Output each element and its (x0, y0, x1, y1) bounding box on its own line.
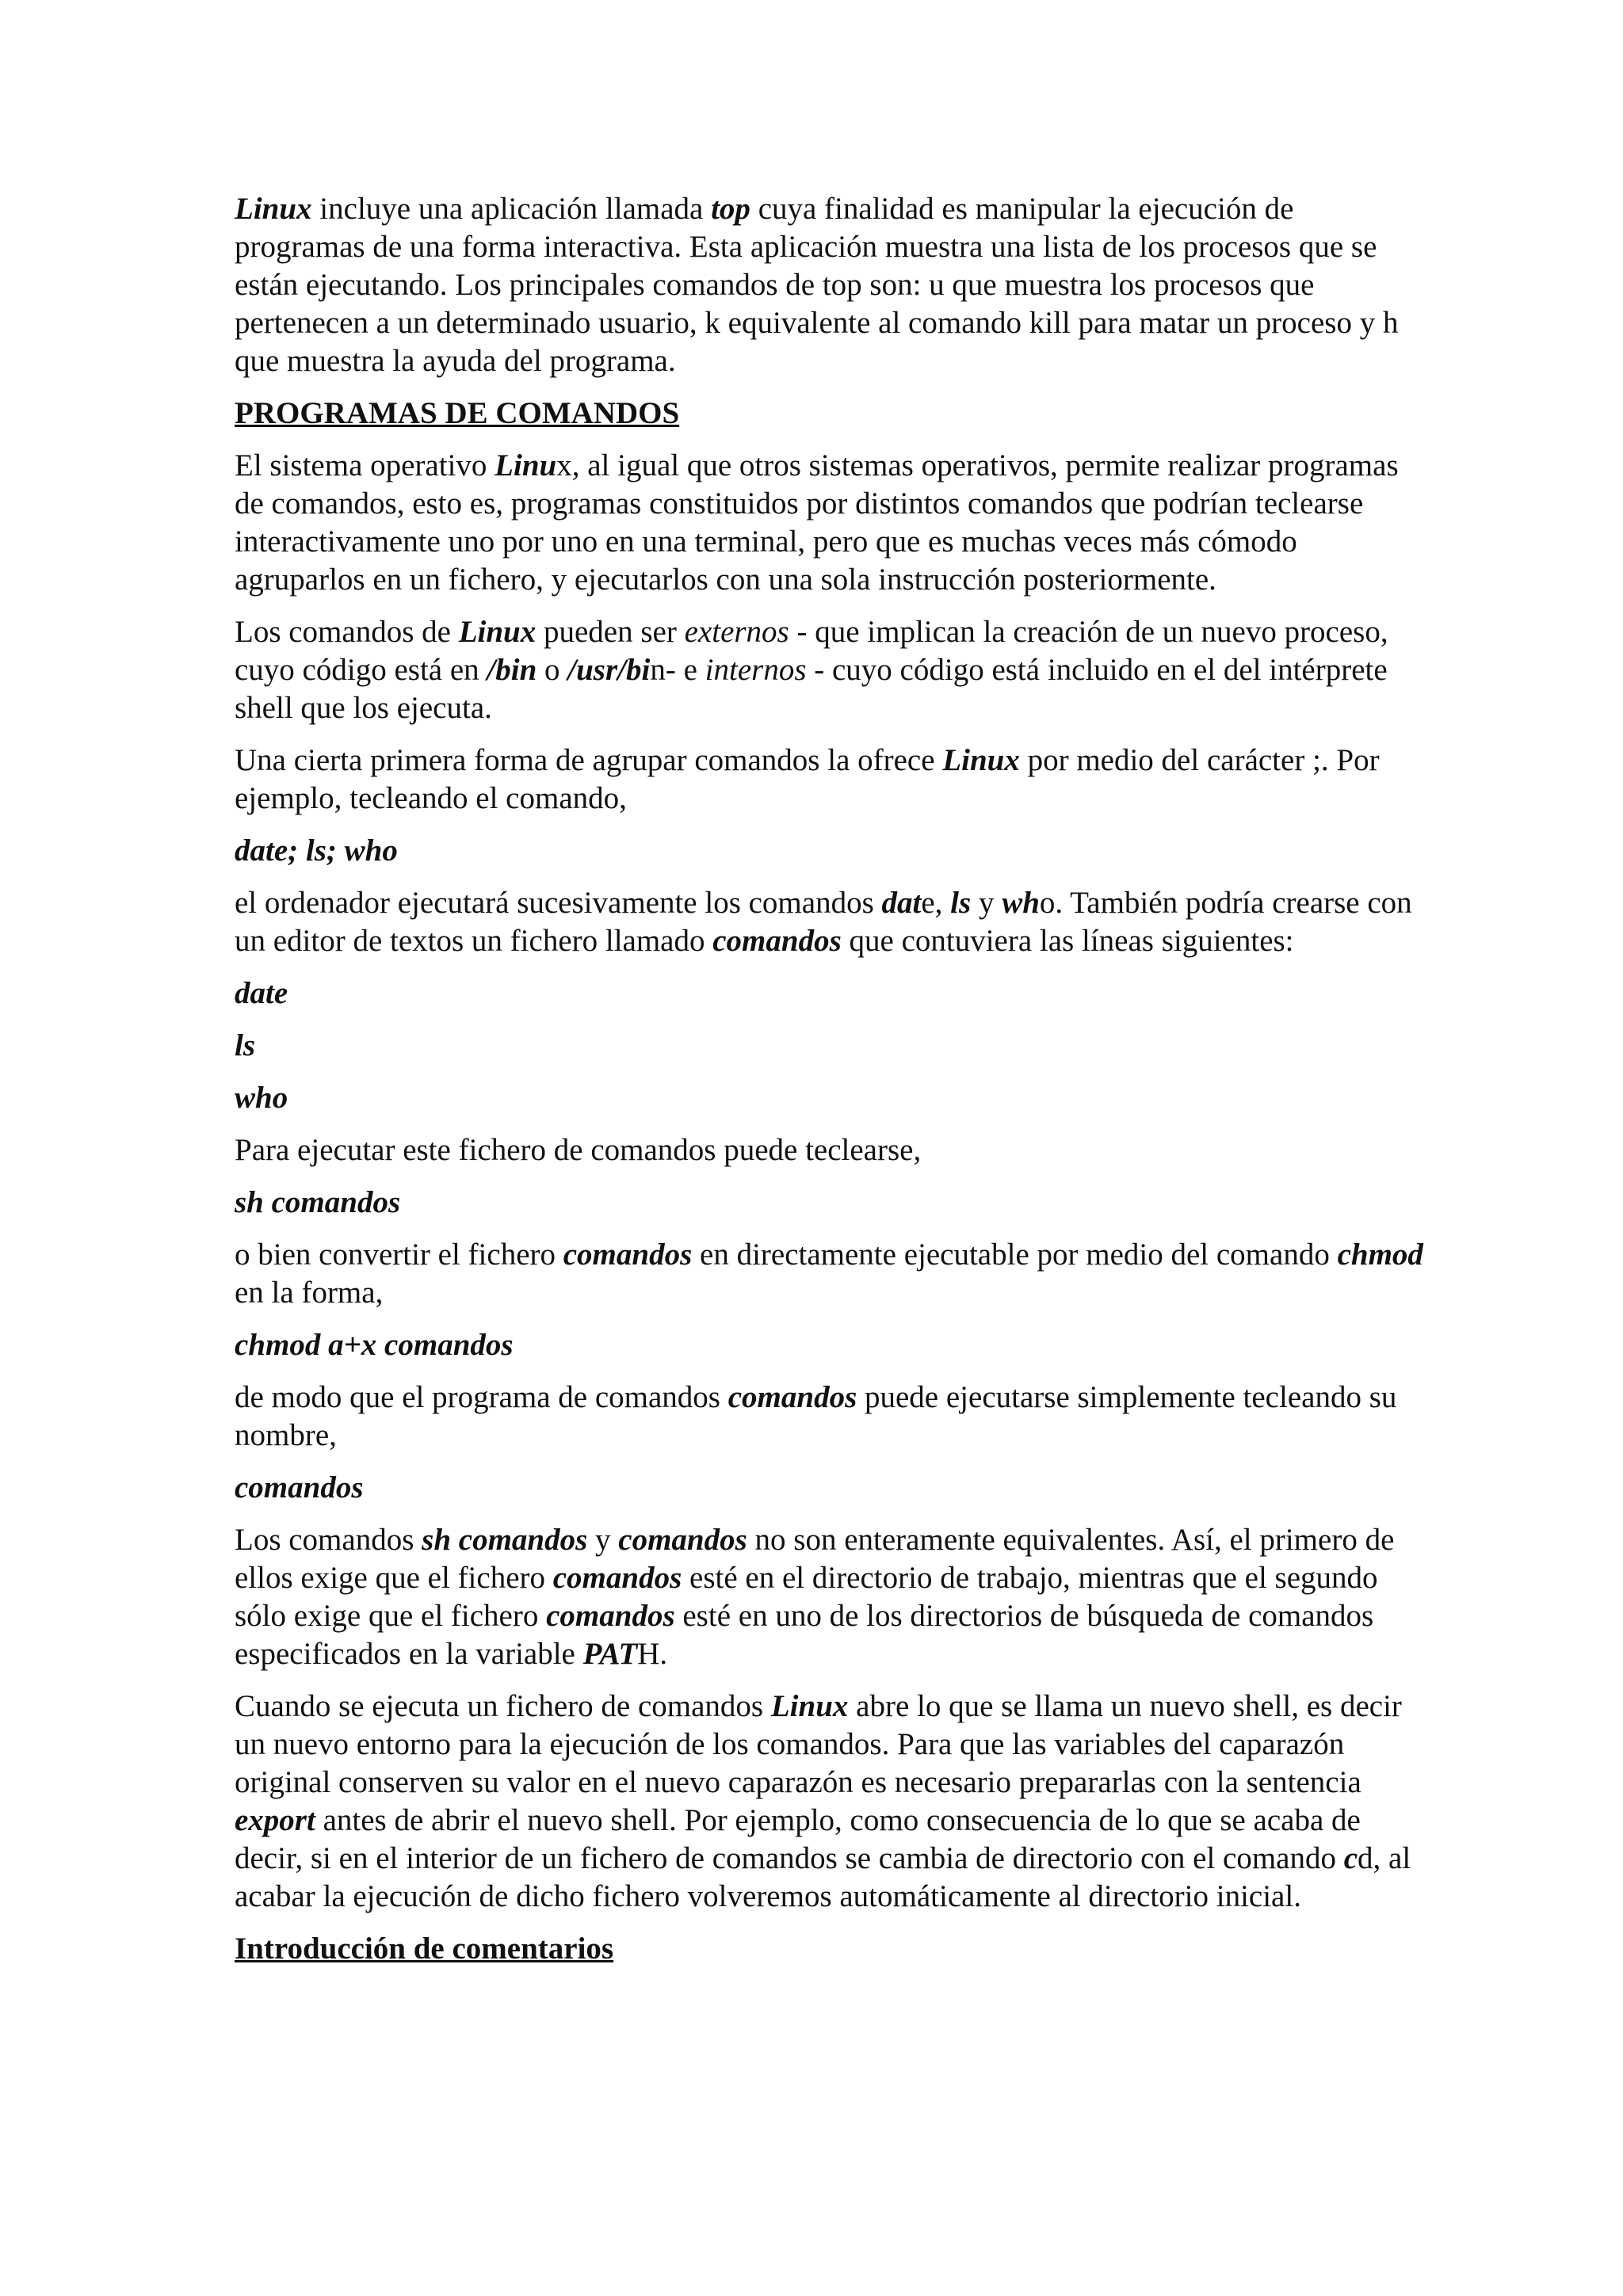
text-run: Cuando se ejecuta un fichero de comandos (235, 1689, 771, 1723)
text-run: Los comandos (235, 1523, 422, 1557)
section-heading: PROGRAMAS DE COMANDOS (235, 396, 680, 430)
text-run: abre lo que se llama un nuevo shell, es decir un nuevo entorno para la ejecución de los comandos. Para que las variables del caparazón original conserven su valor en el nuevo caparazón es necesario prepararlas con la sentencia (235, 1689, 1402, 1799)
emphasis-text: PAT (582, 1637, 638, 1671)
emphasis-text: /usr/bi (567, 653, 651, 687)
text-run: no son enteramente equivalentes. Así, el primero de ellos exige que el fichero (235, 1523, 1395, 1595)
body-paragraph (235, 1379, 1423, 1455)
emphasis-text: Linux (235, 192, 312, 226)
text-run: y (971, 886, 1002, 920)
text-run: - cuyo código está incluido en el del intérprete shell que los ejecuta. (235, 653, 1388, 725)
text-run: Una cierta primera forma de agrupar comandos la ofrece (235, 743, 943, 777)
text-run: H. (637, 1637, 668, 1671)
body-paragraph (235, 1521, 1423, 1673)
text-run: o (537, 653, 568, 687)
text-run: Los comandos de (235, 615, 459, 649)
emphasis-text: dat (881, 886, 922, 920)
text-run: por medio del carácter ;. Por ejemplo, tecleando el comando, (235, 743, 1380, 815)
command-line: date; ls; who (235, 833, 398, 868)
text-run: incluye una aplicación llamada (311, 192, 712, 226)
command-line: date (235, 976, 288, 1010)
emphasis-text: Linu (495, 448, 557, 482)
document-page (235, 190, 1423, 1982)
text-run: y (587, 1523, 619, 1557)
emphasis-text: comandos (727, 1380, 857, 1414)
emphasis-text: Linux (942, 743, 1020, 777)
command-line: sh comandos (235, 1185, 401, 1219)
section-heading: Introducción de comentarios (235, 1932, 614, 1966)
text-run: cuya finalidad es manipular la ejecución de programas de una forma interactiva. Esta aplicación muestra una lista de los procesos que se están ejecutando. Los principales comandos de top son: u que muestra los procesos que pertenecen a un determinado usuario, k equivalente al comando kill para matar un proceso y h que muestra la ayuda del programa. (235, 192, 1399, 378)
text-run: e, (921, 886, 951, 920)
text-run: El sistema operativo (235, 448, 495, 482)
emphasis-text: ls (950, 886, 972, 920)
text-run: que contuviera las líneas siguientes: (841, 924, 1294, 958)
text-run: en directamente ejecutable por medio del comando (692, 1238, 1338, 1272)
text-run: de modo que el programa de comandos (235, 1380, 728, 1414)
emphasis-text: top (711, 192, 750, 226)
text-run: en la forma, (235, 1276, 384, 1310)
command-line: comandos (235, 1470, 364, 1505)
emphasis-text: /bin (487, 653, 537, 687)
body-paragraph (235, 884, 1423, 960)
text-run: el ordenador ejecutará sucesivamente los comandos (235, 886, 882, 920)
emphasis-text: internos (705, 653, 807, 687)
emphasis-text: externos (684, 615, 789, 649)
emphasis-text: export (235, 1803, 315, 1837)
text-run: o bien convertir el fichero (235, 1238, 563, 1272)
text-run: esté en uno de los directorios de búsqueda de comandos especificados en la variable (235, 1599, 1374, 1671)
text-run: antes de abrir el nuevo shell. Por ejemplo, como consecuencia de lo que se acaba de decir, si en el interior de un fichero de comandos se cambia de directorio con el comando (235, 1803, 1361, 1875)
text-run: x, al igual que otros sistemas operativos, permite realizar programas de comandos, esto es, programas constituidos por distintos comandos que podrían teclearse interactivamente uno por uno en una terminal, pero que es muchas veces más cómodo agruparlos en un fichero, y ejecutarlos con una sola instrucción posteriormente. (235, 448, 1399, 597)
command-line: chmod a+x comandos (235, 1328, 514, 1362)
emphasis-text: Linux (458, 615, 537, 649)
emphasis-text: wh (1002, 886, 1040, 920)
emphasis-text: comandos (546, 1599, 675, 1633)
body-paragraph (235, 613, 1423, 727)
body-paragraph (235, 1688, 1423, 1916)
text-run: pueden ser (536, 615, 685, 649)
emphasis-text: comandos (712, 924, 842, 958)
emphasis-text: comandos (618, 1523, 747, 1557)
command-line: ls (235, 1028, 256, 1062)
emphasis-text: Linux (770, 1689, 849, 1723)
text-run: esté en el directorio de trabajo, mientras que el segundo sólo exige que el fichero (235, 1561, 1378, 1633)
emphasis-text: comandos (563, 1238, 693, 1272)
text-run: puede ejecutarse simplemente tecleando su nombre, (235, 1380, 1397, 1452)
text-run: n- e (650, 653, 705, 687)
emphasis-text: comandos (552, 1561, 682, 1595)
text-run: d, al acabar la ejecución de dicho fichero volveremos automáticamente al directorio inicial. (235, 1841, 1411, 1913)
body-paragraph (235, 742, 1423, 818)
body-paragraph (235, 190, 1423, 380)
emphasis-text: c (1343, 1841, 1358, 1875)
text-run: - que implican la creación de un nuevo proceso, cuyo código está en (235, 615, 1388, 687)
emphasis-text: sh comandos (422, 1523, 588, 1557)
body-paragraph (235, 1131, 1423, 1169)
text-run: o. También podría crearse con un editor de textos un fichero llamado (235, 886, 1412, 958)
emphasis-text: chmod (1337, 1238, 1423, 1272)
text-run: Para ejecutar este fichero de comandos puede teclearse, (235, 1133, 922, 1167)
command-line: who (235, 1081, 288, 1115)
body-paragraph (235, 1236, 1423, 1312)
body-paragraph (235, 447, 1423, 599)
